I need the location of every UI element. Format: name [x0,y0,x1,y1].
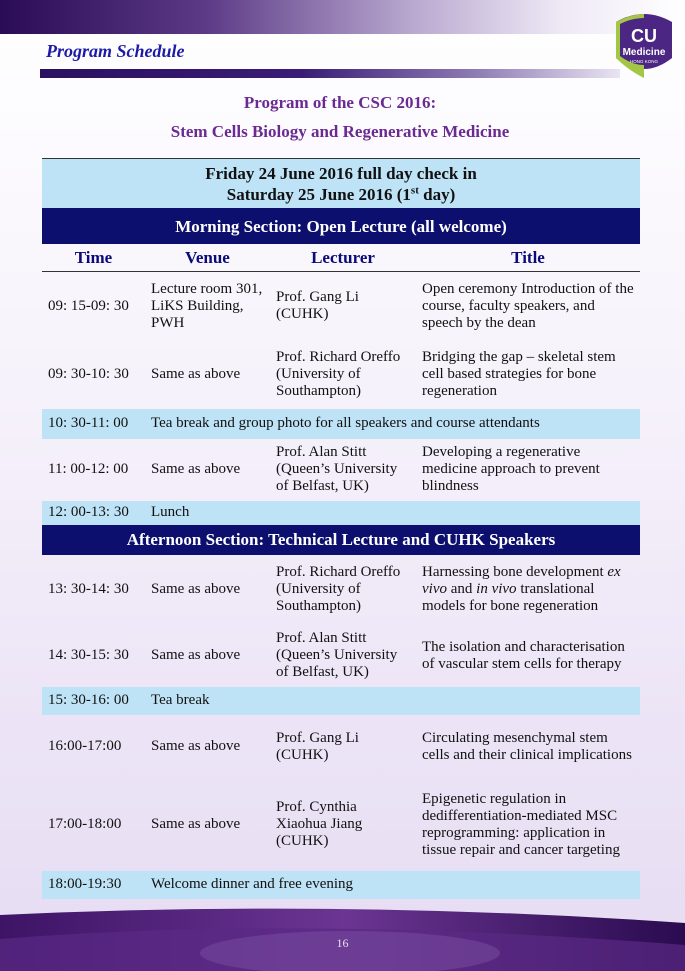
row-venue: Same as above [151,647,241,663]
day-line1: Friday 24 June 2016 full day check in [205,163,477,183]
day-line2-sup: st [410,183,419,196]
table-row [42,439,640,501]
row-span-text: Tea break and group photo for all speakers and course attendants [145,409,640,439]
row-time: 16:00-17:00 [48,738,122,754]
row-title: Circulating mesenchymal stem cells and their clinical implications [422,729,632,763]
row-time: 13: 30-14: 30 [48,581,129,597]
title-text: Harnessing bone development [422,564,608,580]
day-line2-end: day) [418,184,456,204]
top-gradient-band [0,0,685,34]
day-header-cell [42,159,640,209]
logo-text-medicine: Medicine [622,47,666,58]
row-time: 15: 30-16: 00 [42,687,145,715]
table-row [42,715,640,779]
section-row-afternoon [42,525,640,555]
title-italic: in vivo [476,581,517,597]
afternoon-section-title: Afternoon Section: Technical Lecture and CUHK Speakers [42,525,640,555]
row-title: Developing a regenerative medicine approach to prevent blindness [422,444,600,494]
logo-text-hongkong: HONG KONG [629,59,659,64]
day-line2: Saturday 25 June 2016 (1 [226,184,411,204]
column-header-lecturer: Lecturer [270,244,416,272]
day-header-row [42,159,640,209]
row-title: The isolation and characterisation of vascular stem cells for therapy [422,638,625,672]
row-venue: Same as above [151,816,241,832]
row-time: 09: 15-09: 30 [48,297,129,314]
cu-medicine-logo [612,8,676,82]
table-row [42,501,640,525]
row-time: 11: 00-12: 00 [48,461,129,477]
morning-section-title: Morning Section: Open Lecture (all welcome) [42,208,640,244]
row-title: Bridging the gap – skeletal stem cell based strategies for bone regeneration [422,349,616,399]
row-lecturer: Prof. Alan Stitt (Queen’s University of Belfast, UK) [276,444,398,494]
table-row [42,625,640,687]
row-venue: Same as above [151,581,241,597]
row-venue: Same as above [151,366,241,382]
logo-text-cu: CU [631,26,657,46]
row-title [416,555,640,625]
row-lecturer: Prof. Alan Stitt (Queen’s University of Belfast, UK) [276,630,398,680]
table-row [42,871,640,899]
title-text: and [446,581,477,597]
row-venue: Same as above [151,461,241,477]
row-span-text: Lunch [145,501,640,525]
document-title-line2: Stem Cells Biology and Regenerative Medicine [170,122,510,141]
row-lecturer: Prof. Gang Li (CUHK) [276,729,359,763]
table-row [42,687,640,715]
title-text: translational models for bone regeneration [422,581,599,614]
table-row [42,341,640,409]
document-title-line1: Program of the CSC 2016: [243,93,437,112]
table-row [42,409,640,439]
table-row [42,272,640,341]
row-time: 09: 30-10: 30 [48,366,129,382]
row-lecturer: Prof. Richard Oreffo (University of Southampton) [276,349,401,399]
page-number: 16 [336,936,349,950]
row-title: Epigenetic regulation in dedifferentiation-mediated MSC reprogramming: application in tissue repair and cancer targeting [422,790,620,858]
row-lecturer: Prof. Cynthia Xiaohua Jiang (CUHK) [276,799,363,849]
table-row [42,555,640,625]
column-header-time: Time [42,244,145,272]
section-header-title: Program Schedule [46,41,185,61]
row-venue: Same as above [151,738,241,754]
row-span-text: Tea break [145,687,640,715]
row-title: Open ceremony Introduction of the course, faculty speakers, and speech by the dean [422,280,634,331]
row-lecturer: Prof. Richard Oreffo (University of Southampton) [276,564,401,614]
table-row [42,779,640,871]
section-row-morning [42,208,640,244]
title-italic: ex vivo [422,564,621,597]
column-header-title: Title [416,244,640,272]
row-time: 14: 30-15: 30 [48,647,129,663]
column-header-row [42,244,640,272]
schedule-table [42,158,640,899]
row-time: 18:00-19:30 [42,871,145,899]
row-time: 10: 30-11: 00 [42,409,145,439]
row-span-text: Welcome dinner and free evening [145,871,640,899]
column-header-venue: Venue [145,244,270,272]
row-lecturer: Prof. Gang Li (CUHK) [276,289,359,323]
row-time: 17:00-18:00 [48,816,122,832]
row-venue: Lecture room 301, LiKS Building, PWH [151,280,263,331]
header-rule [40,69,620,78]
row-time: 12: 00-13: 30 [42,501,145,525]
